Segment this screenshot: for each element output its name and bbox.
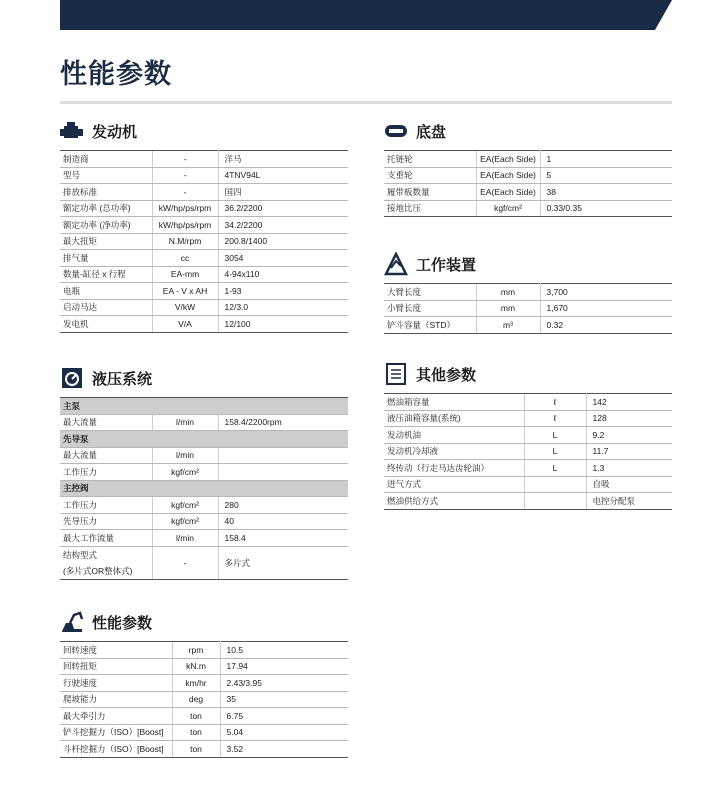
spec-unit: rpm: [172, 642, 220, 659]
spec-label: 工作压力: [60, 497, 152, 514]
spec-label: 额定功率 (总功率): [60, 200, 152, 217]
spec-unit: cc: [152, 250, 218, 267]
hydraulic-header: [60, 365, 348, 391]
spec-label: 爬坡能力: [60, 691, 172, 708]
spec-label: 发电机: [60, 316, 152, 333]
spec-unit: V/A: [152, 316, 218, 333]
table-row: [60, 250, 348, 267]
table-row: [60, 151, 348, 168]
spec-label: 终传动（行走马达齿轮油）: [384, 460, 524, 477]
spec-label: 最大流量: [60, 447, 152, 464]
boom-arm-icon: [384, 253, 408, 275]
spec-label: 铲斗容量（STD）: [384, 317, 476, 334]
top-banner: [60, 0, 672, 30]
chassis-table: [384, 150, 672, 217]
table-row: [60, 266, 348, 283]
table-row: [384, 493, 672, 510]
spec-unit: EA(Each Side): [476, 167, 540, 184]
spec-label: 燃油箱容量: [384, 394, 524, 411]
table-row: [384, 410, 672, 427]
spec-value: [218, 447, 348, 464]
spec-label: 接地比压: [384, 200, 476, 217]
spec-label: 启动马达: [60, 299, 152, 316]
spec-unit: L: [524, 427, 586, 444]
table-row: [60, 316, 348, 333]
spec-value: 2.43/3.95: [220, 675, 348, 692]
group-label: 先导泵: [60, 431, 348, 448]
other-title: 其他参数: [416, 366, 477, 384]
spec-unit: deg: [172, 691, 220, 708]
group-row-main-pump: [60, 398, 348, 415]
table-row: [60, 708, 348, 725]
spec-label: 回转速度: [60, 642, 172, 659]
spec-value: 1,670: [540, 300, 672, 317]
group-label: 主泵: [60, 398, 348, 415]
spec-value: 3054: [218, 250, 348, 267]
spec-value: 电控分配泵: [586, 493, 672, 510]
spec-label: 铲斗挖掘力（ISO）[Boost]: [60, 724, 172, 741]
spec-value: 5: [540, 167, 672, 184]
spec-value: 17.94: [220, 658, 348, 675]
table-row: [60, 447, 348, 464]
table-row: [60, 233, 348, 250]
table-row: [60, 724, 348, 741]
table-row: [60, 167, 348, 184]
spec-label: 数量-缸径 x 行程: [60, 266, 152, 283]
spec-value: 3.52: [220, 741, 348, 758]
spec-label: 工作压力: [60, 464, 152, 481]
spec-label: 斗杆挖掘力（ISO）[Boost]: [60, 741, 172, 758]
spec-value: 38: [540, 184, 672, 201]
excavator-icon: [60, 611, 84, 633]
chassis-title: 底盘: [416, 123, 447, 141]
table-row: [384, 300, 672, 317]
structure-label-line2: (多片式OR整体式): [63, 565, 133, 576]
spec-value: 280: [218, 497, 348, 514]
spec-unit: mm: [476, 284, 540, 301]
table-row: [60, 283, 348, 300]
spec-unit: mm: [476, 300, 540, 317]
performance-header: [60, 609, 348, 635]
title-divider: [60, 101, 672, 104]
spec-label: 电瓶: [60, 283, 152, 300]
spec-label: 小臂长度: [384, 300, 476, 317]
table-row: [60, 658, 348, 675]
table-row: [384, 184, 672, 201]
spec-value: 洋马: [218, 151, 348, 168]
engine-table: [60, 150, 348, 333]
spec-value: 国四: [218, 184, 348, 201]
spec-value: 11.7: [586, 443, 672, 460]
spec-label: 回转扭矩: [60, 658, 172, 675]
spec-value: 34.2/2200: [218, 217, 348, 234]
spec-unit: kgf/cm²: [152, 513, 218, 530]
spec-unit: L: [524, 460, 586, 477]
spec-label: 发动机油: [384, 427, 524, 444]
spec-value: 9.2: [586, 427, 672, 444]
spec-unit: m³: [476, 317, 540, 334]
hydraulic-gauge-icon: [60, 367, 84, 389]
spec-value: 158.4: [218, 530, 348, 547]
spec-label: 最大工作流量: [60, 530, 152, 547]
spec-value: 多片式: [218, 546, 348, 579]
spec-value: 36.2/2200: [218, 200, 348, 217]
spec-label: 燃油供给方式: [384, 493, 524, 510]
spec-value: 1.3: [586, 460, 672, 477]
spec-unit: km/hr: [172, 675, 220, 692]
spec-unit: kN.m: [172, 658, 220, 675]
spec-value: 1: [540, 151, 672, 168]
spec-label: 大臂长度: [384, 284, 476, 301]
spec-label: 型号: [60, 167, 152, 184]
spec-unit: [524, 493, 586, 510]
spec-value: 自吸: [586, 476, 672, 493]
other-table: [384, 393, 672, 510]
spec-value: 35: [220, 691, 348, 708]
spec-label: 先导压力: [60, 513, 152, 530]
spec-label: 发动机冷却液: [384, 443, 524, 460]
spec-value: 128: [586, 410, 672, 427]
spec-value: 142: [586, 394, 672, 411]
table-row: [60, 675, 348, 692]
spec-unit: [524, 476, 586, 493]
spec-label: 进气方式: [384, 476, 524, 493]
spec-value: 0.32: [540, 317, 672, 334]
work-device-header: [384, 251, 672, 277]
engine-title: 发动机: [92, 123, 138, 141]
track-icon: [384, 120, 408, 142]
spec-value: 5.04: [220, 724, 348, 741]
spec-unit: EA(Each Side): [476, 184, 540, 201]
engine-icon: [60, 120, 84, 142]
group-row-main-valve: [60, 480, 348, 497]
performance-section: [60, 609, 348, 758]
spec-value: 158.4/2200rpm: [218, 414, 348, 431]
group-row-pilot-pump: [60, 431, 348, 448]
spec-unit: V/kW: [152, 299, 218, 316]
work-device-section: [384, 251, 672, 334]
spec-unit: kW/hp/ps/rpm: [152, 200, 218, 217]
spec-unit: kgf/cm²: [152, 497, 218, 514]
performance-title: 性能参数: [92, 614, 153, 632]
spec-value: 40: [218, 513, 348, 530]
table-row: [60, 691, 348, 708]
spec-value: 12/3.0: [218, 299, 348, 316]
spec-value: 6.75: [220, 708, 348, 725]
spec-unit: EA(Each Side): [476, 151, 540, 168]
group-label: 主控阀: [60, 480, 348, 497]
spec-label: 制造商: [60, 151, 152, 168]
spec-unit: l/min: [152, 414, 218, 431]
hydraulic-section: [60, 365, 348, 580]
spec-label: [60, 546, 152, 579]
spec-unit: EA - V x AH: [152, 283, 218, 300]
work-device-table: [384, 283, 672, 334]
page-title: 性能参数: [60, 59, 172, 89]
spec-label: 额定功率 (净功率): [60, 217, 152, 234]
table-row: [60, 513, 348, 530]
engine-section: [60, 118, 348, 333]
spec-unit: EA-mm: [152, 266, 218, 283]
spec-unit: kW/hp/ps/rpm: [152, 217, 218, 234]
table-row: [384, 427, 672, 444]
other-section: [384, 361, 672, 510]
table-row: [60, 497, 348, 514]
work-device-title: 工作装置: [416, 256, 477, 274]
other-header: [384, 361, 672, 387]
table-row: [60, 530, 348, 547]
spec-label: 最大牵引力: [60, 708, 172, 725]
spec-value: 200.8/1400: [218, 233, 348, 250]
table-row: [60, 184, 348, 201]
hydraulic-title: 液压系统: [92, 370, 153, 388]
document-icon: [384, 363, 408, 385]
table-row: [384, 443, 672, 460]
spec-label: 托链轮: [384, 151, 476, 168]
spec-unit: l/min: [152, 447, 218, 464]
spec-unit: -: [152, 167, 218, 184]
spec-unit: kgf/cm²: [152, 464, 218, 481]
spec-unit: ton: [172, 708, 220, 725]
engine-header: [60, 118, 348, 144]
spec-value: 0.33/0.35: [540, 200, 672, 217]
table-row-structure: [60, 546, 348, 579]
table-row: [60, 464, 348, 481]
spec-label: 排放标准: [60, 184, 152, 201]
spec-label: 行驶速度: [60, 675, 172, 692]
spec-unit: kgf/cm²: [476, 200, 540, 217]
spec-unit: l/min: [152, 530, 218, 547]
performance-table: [60, 641, 348, 758]
table-row: [384, 151, 672, 168]
spec-unit: -: [152, 184, 218, 201]
spec-label: 履带板数量: [384, 184, 476, 201]
chassis-section: [384, 118, 672, 217]
chassis-header: [384, 118, 672, 144]
table-row: [384, 200, 672, 217]
spec-value: 12/100: [218, 316, 348, 333]
spec-value: 3,700: [540, 284, 672, 301]
spec-label: 最大扭矩: [60, 233, 152, 250]
table-row: [384, 167, 672, 184]
spec-label: 最大流量: [60, 414, 152, 431]
spec-unit: -: [152, 546, 218, 579]
hydraulic-table: [60, 397, 348, 580]
table-row: [60, 741, 348, 758]
spec-value: 4-94x110: [218, 266, 348, 283]
spec-value: 10.5: [220, 642, 348, 659]
table-row: [384, 476, 672, 493]
table-row: [60, 299, 348, 316]
spec-label: 液压油箱容量(系统): [384, 410, 524, 427]
spec-unit: ton: [172, 741, 220, 758]
table-row: [384, 460, 672, 477]
table-row: [60, 414, 348, 431]
table-row: [60, 217, 348, 234]
spec-value: 4TNV94L: [218, 167, 348, 184]
table-row: [60, 200, 348, 217]
structure-label-line1: 结构型式: [63, 549, 98, 560]
spec-unit: -: [152, 151, 218, 168]
table-row: [384, 317, 672, 334]
spec-label: 排气量: [60, 250, 152, 267]
table-row: [60, 642, 348, 659]
spec-unit: L: [524, 443, 586, 460]
spec-unit: ℓ: [524, 394, 586, 411]
spec-value: [218, 464, 348, 481]
spec-unit: N.M/rpm: [152, 233, 218, 250]
table-row: [384, 394, 672, 411]
spec-unit: ton: [172, 724, 220, 741]
spec-unit: ℓ: [524, 410, 586, 427]
spec-label: 支重轮: [384, 167, 476, 184]
spec-value: 1-93: [218, 283, 348, 300]
table-row: [384, 284, 672, 301]
